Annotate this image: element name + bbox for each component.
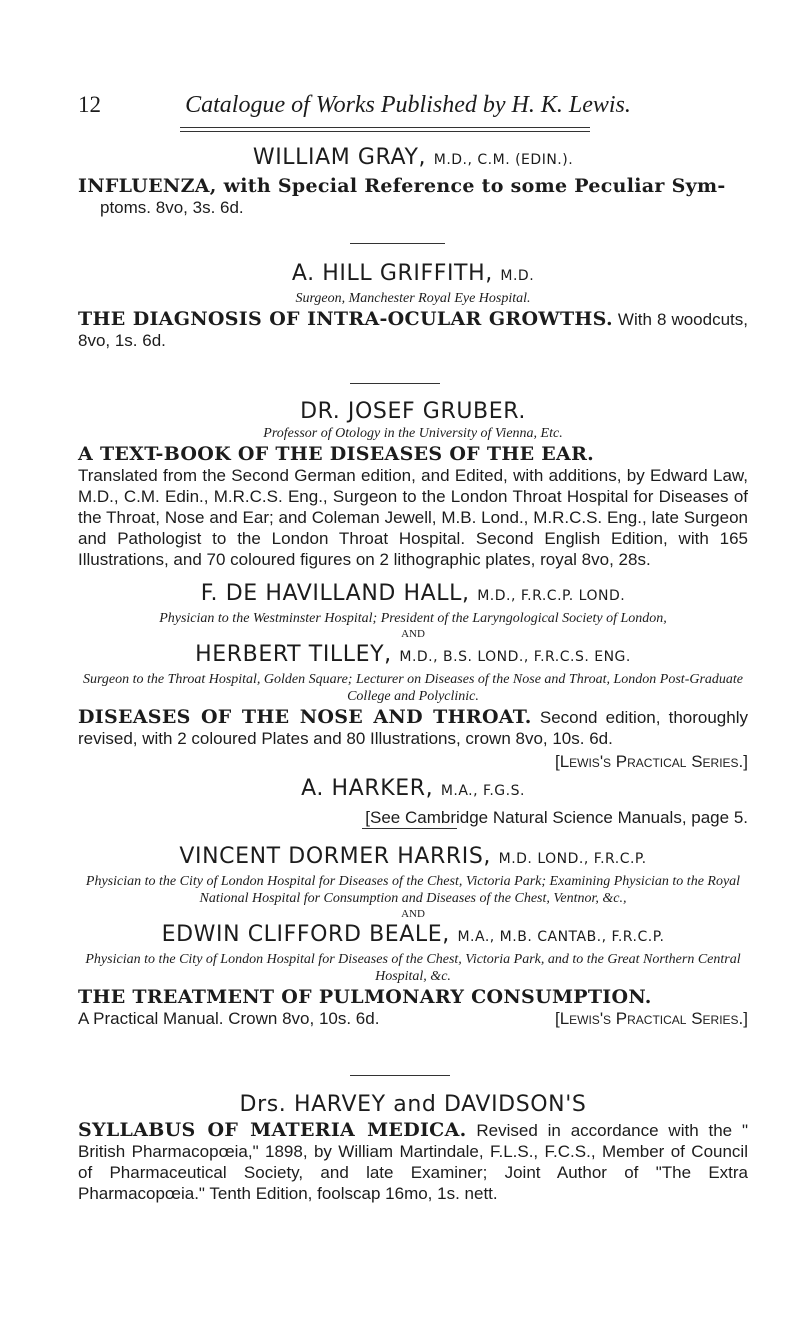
book-details: 8vo, 3s. 6d. bbox=[151, 198, 244, 217]
series-note: [Lewis's Practical Series.] bbox=[554, 752, 748, 771]
author-credentials: M.A., F.G.S. bbox=[440, 783, 525, 799]
second-author-name: HERBERT TILLEY, M.D., B.S. LOND., F.R.C.S. ENG. bbox=[195, 642, 631, 667]
cross-reference: [See Cambridge Natural Science Manuals, page 5. bbox=[365, 808, 748, 827]
page-header bbox=[78, 92, 738, 126]
author-affiliation: Physician to the Westminster Hospital; President of the Laryngological Society of London, bbox=[159, 611, 667, 626]
book-title: INFLUENZA, with Special Reference to some Peculiar Sym- bbox=[78, 175, 726, 197]
book-details: With 8 woodcuts, 8vo, 1s. 6d. bbox=[78, 310, 748, 350]
separator bbox=[350, 383, 440, 384]
book-title-continued: ptoms. bbox=[100, 198, 152, 217]
entry-griffith bbox=[78, 260, 748, 351]
entry-hall-tilley bbox=[78, 580, 748, 772]
book-details: Translated from the Second German edition, and Edited, with additions, by Edward Law, M.D., C.M. Edin., M.R.C.S. Eng., Surgeon to the London Throat Hospital for Diseases of the Throat, Nose and Ear; and Coleman Jewell, M.B. Lond., M.R.C.S. Eng., late Surgeon and Pathologist to the London Throat Hospital. Second English Edition, with 165 Illustrations, and 70 coloured figures on 2 lithographic plates, royal 8vo, 28s. bbox=[78, 466, 748, 569]
header-rule bbox=[180, 127, 590, 132]
author-name: F. DE HAVILLAND HALL, M.D., F.R.C.P. LOND. bbox=[200, 581, 626, 606]
second-author-credentials: M.D., B.S. LOND., F.R.C.S. ENG. bbox=[399, 649, 631, 665]
author-affiliation: Physician to the City of London Hospital for Diseases of the Chest, Victoria Park; Examining Physician to the Royal National Hospital for Consumption and Diseases of the Chest, Ventnor, &c., bbox=[85, 874, 741, 906]
author-credentials: M.D. bbox=[500, 268, 535, 284]
entry-body bbox=[78, 707, 748, 749]
author-name: A. HARKER, M.A., F.G.S. bbox=[301, 776, 525, 801]
second-author-credentials: M.A., M.B. CANTAB., F.R.C.P. bbox=[457, 929, 665, 945]
entry-gray bbox=[78, 144, 748, 218]
book-title: A TEXT-BOOK OF THE DISEASES OF THE EAR. bbox=[78, 443, 595, 465]
book-details: Revised in accordance with the " British Pharmacopœia," 1898, by William Martindale, F.L.S., F.C.S., Member of Council of Pharmaceutical Society, and late Examiner; Joint Author of "The Extra Pharmacopœia." Tenth Edition, foolscap 16mo, 1s. nett. bbox=[78, 1121, 748, 1203]
separator bbox=[350, 1075, 450, 1076]
book-details: Second edition, thoroughly revised, with 2 coloured Plates and 80 Illustrations, crown 8vo, 10s. 6d. bbox=[78, 708, 748, 748]
separator bbox=[362, 828, 457, 829]
author-affiliation: Surgeon, Manchester Royal Eye Hospital. bbox=[295, 291, 531, 306]
entry-body bbox=[78, 444, 748, 570]
book-title: SYLLABUS OF MATERIA MEDICA. bbox=[78, 1119, 467, 1141]
entry-gruber bbox=[78, 398, 748, 570]
entry-harker bbox=[78, 775, 748, 828]
entry-body bbox=[78, 309, 748, 351]
book-title: THE TREATMENT OF PULMONARY CONSUMPTION. bbox=[78, 986, 652, 1008]
author-name: VINCENT DORMER HARRIS, M.D. LOND., F.R.C.P. bbox=[179, 844, 647, 869]
author-credentials: M.D., F.R.C.P. LOND. bbox=[477, 588, 626, 604]
second-author-name: EDWIN CLIFFORD BEALE, M.A., M.B. CANTAB., F.R.C.P. bbox=[161, 922, 665, 947]
entry-body bbox=[78, 176, 748, 218]
author-name: WILLIAM GRAY, M.D., C.M. (EDIN.). bbox=[252, 145, 574, 170]
series-note: [Lewis's Practical Series.] bbox=[554, 1009, 748, 1028]
book-details: A Practical Manual. Crown 8vo, 10s. 6d. bbox=[78, 1009, 380, 1028]
second-author-affiliation: Physician to the City of London Hospital for Diseases of the Chest, Victoria Park, and to the Great Northern Central Hospital, &c. bbox=[85, 952, 741, 984]
entry-body bbox=[78, 987, 748, 1029]
second-author-affiliation: Surgeon to the Throat Hospital, Golden Square; Lecturer on Diseases of the Nose and Throat, London Post-Graduate College and Polyclinic. bbox=[82, 672, 744, 704]
author-credentials: M.D., C.M. (EDIN.). bbox=[433, 152, 574, 168]
entry-body bbox=[78, 1120, 748, 1204]
page-number: 12 bbox=[78, 92, 101, 117]
entry-harris-beale bbox=[78, 843, 748, 1029]
book-title: DISEASES OF THE NOSE AND THROAT. bbox=[78, 706, 532, 728]
book-title: THE DIAGNOSIS OF INTRA-OCULAR GROWTHS. bbox=[78, 308, 613, 330]
running-title: Catalogue of Works Published by H. K. Lewis. bbox=[185, 92, 631, 118]
and-connector: AND bbox=[401, 908, 425, 920]
author-name: DR. JOSEF GRUBER. bbox=[300, 399, 526, 424]
author-name: Drs. HARVEY and DAVIDSON'S bbox=[239, 1092, 587, 1117]
author-name: A. HILL GRIFFITH, M.D. bbox=[291, 261, 535, 286]
author-credentials: M.D. LOND., F.R.C.P. bbox=[498, 851, 647, 867]
and-connector: AND bbox=[401, 628, 425, 640]
author-affiliation: Professor of Otology in the University of Vienna, Etc. bbox=[263, 426, 563, 441]
entry-harvey-davidson bbox=[78, 1091, 748, 1204]
separator bbox=[350, 243, 445, 244]
